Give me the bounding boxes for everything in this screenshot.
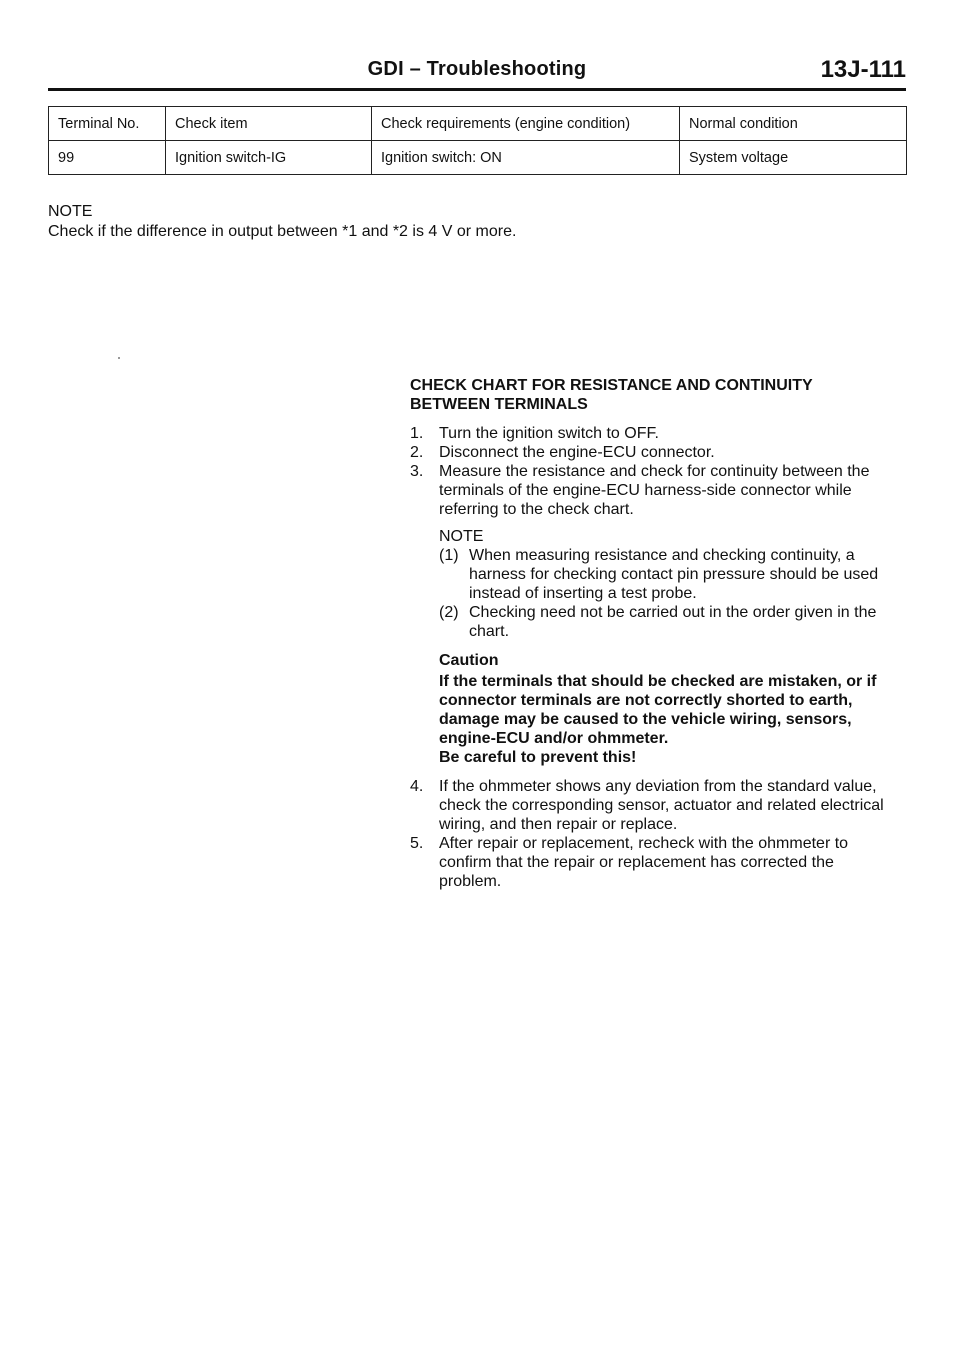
note-item-text: When measuring resistance and checking continuity, a harness for checking contact pin pressure should be used instead of inserting a test probe. xyxy=(469,547,879,602)
list-item xyxy=(410,462,900,519)
step-text: Measure the resistance and check for continuity between the terminals of the engine-ECU harness-side connector while referring to the check chart. xyxy=(439,463,870,518)
note-number: (2) xyxy=(439,604,459,621)
step-number: 1. xyxy=(410,425,424,442)
table-header-row xyxy=(49,107,907,141)
note-label: NOTE xyxy=(48,203,93,220)
page-header xyxy=(48,56,906,91)
note-number: (1) xyxy=(439,547,459,564)
terminal-check-table xyxy=(48,106,907,175)
step-text: After repair or replacement, recheck with the ohmmeter to confirm that the repair or replacement has corrected the problem. xyxy=(439,835,849,890)
check-chart-section xyxy=(410,376,900,891)
section-heading xyxy=(410,376,900,414)
step-text: Turn the ignition switch to OFF. xyxy=(439,425,659,442)
note-text: Check if the difference in output between *1 and *2 is 4 V or more. xyxy=(48,223,517,240)
list-item xyxy=(410,834,900,891)
procedure-steps xyxy=(410,424,900,519)
list-item xyxy=(439,603,900,641)
section-heading-line-1: CHECK CHART FOR RESISTANCE AND CONTINUITY xyxy=(410,377,813,394)
column-header-check-requirements: Check requirements (engine condition) xyxy=(372,107,680,141)
column-header-check-item: Check item xyxy=(166,107,372,141)
caution-box xyxy=(439,651,900,767)
table-note xyxy=(48,202,516,242)
scan-speck xyxy=(118,357,120,359)
column-header-terminal-no: Terminal No. xyxy=(49,107,166,141)
list-item xyxy=(410,424,900,443)
step-number: 2. xyxy=(410,444,424,461)
cell-check-item: Ignition switch-IG xyxy=(166,141,372,175)
step-note-label: NOTE xyxy=(439,528,484,545)
step-number: 5. xyxy=(410,835,424,852)
note-item-text: Checking need not be carried out in the order given in the chart. xyxy=(469,604,877,640)
page-number: 13J-111 xyxy=(820,56,906,83)
list-item xyxy=(439,546,900,603)
caution-text: If the terminals that should be checked are mistaken, or if connector terminals are not correctly shorted to earth, damage may be caused to the vehicle wiring, sensors, engine-ECU and/or ohmmeter. xyxy=(439,673,877,747)
step-text: Disconnect the engine-ECU connector. xyxy=(439,444,715,461)
table-row xyxy=(49,141,907,175)
section-heading-line-2: BETWEEN TERMINALS xyxy=(410,396,588,413)
cell-normal-condition: System voltage xyxy=(680,141,907,175)
cell-check-requirements: Ignition switch: ON xyxy=(372,141,680,175)
procedure-steps-continued xyxy=(410,777,900,891)
caution-closing: Be careful to prevent this! xyxy=(439,749,637,766)
step-number: 4. xyxy=(410,778,424,795)
step-notes xyxy=(439,527,900,641)
list-item xyxy=(410,777,900,834)
header-title: GDI – Troubleshooting xyxy=(367,58,587,80)
cell-terminal-no: 99 xyxy=(49,141,166,175)
list-item xyxy=(410,443,900,462)
step-text: If the ohmmeter shows any deviation from the standard value, check the corresponding sensor, actuator and related electrical wiring, and then repair or replace. xyxy=(439,778,884,833)
caution-label: Caution xyxy=(439,652,499,669)
column-header-normal-condition: Normal condition xyxy=(680,107,907,141)
step-number: 3. xyxy=(410,463,424,480)
